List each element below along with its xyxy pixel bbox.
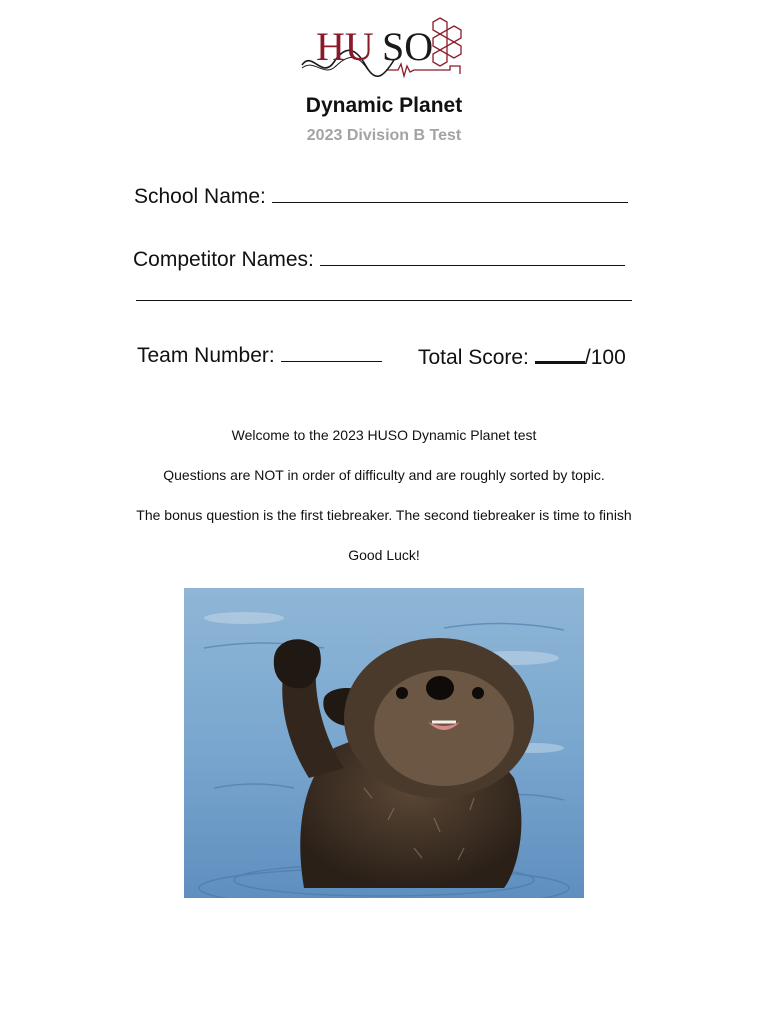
instruction-good-luck: Good Luck! <box>348 547 420 563</box>
total-score-row <box>418 339 626 370</box>
competitor-names-label: Competitor Names: <box>133 248 314 271</box>
instruction-tiebreaker: The bonus question is the first tiebreaker. The second tiebreaker is time to finish <box>136 507 632 523</box>
page-subtitle: 2023 Division B Test <box>306 127 462 144</box>
instruction-order: Questions are NOT in order of difficulty and are roughly sorted by topic. <box>163 467 605 483</box>
team-number-label: Team Number: <box>137 344 275 367</box>
huso-logo <box>300 10 468 82</box>
logo-text-so: SO <box>382 24 434 69</box>
competitor-names-blank[interactable] <box>320 243 625 266</box>
team-number-row <box>137 339 382 368</box>
logo-text-hu: HU <box>316 24 374 69</box>
total-score-max: /100 <box>584 346 626 369</box>
school-name-row <box>134 180 628 209</box>
competitor-names-row <box>133 243 625 272</box>
competitor-names-extra-row <box>136 278 632 307</box>
instruction-welcome: Welcome to the 2023 HUSO Dynamic Planet test <box>231 427 537 443</box>
total-score-blank[interactable] <box>535 339 585 364</box>
competitor-names-extra-blank[interactable] <box>136 278 632 301</box>
team-number-blank[interactable] <box>281 339 382 362</box>
school-name-label: School Name: <box>134 185 266 208</box>
page-title: Dynamic Planet <box>305 94 463 117</box>
total-score-label: Total Score: <box>418 346 529 369</box>
sea-otter-photo <box>184 588 584 898</box>
school-name-blank[interactable] <box>272 180 628 203</box>
